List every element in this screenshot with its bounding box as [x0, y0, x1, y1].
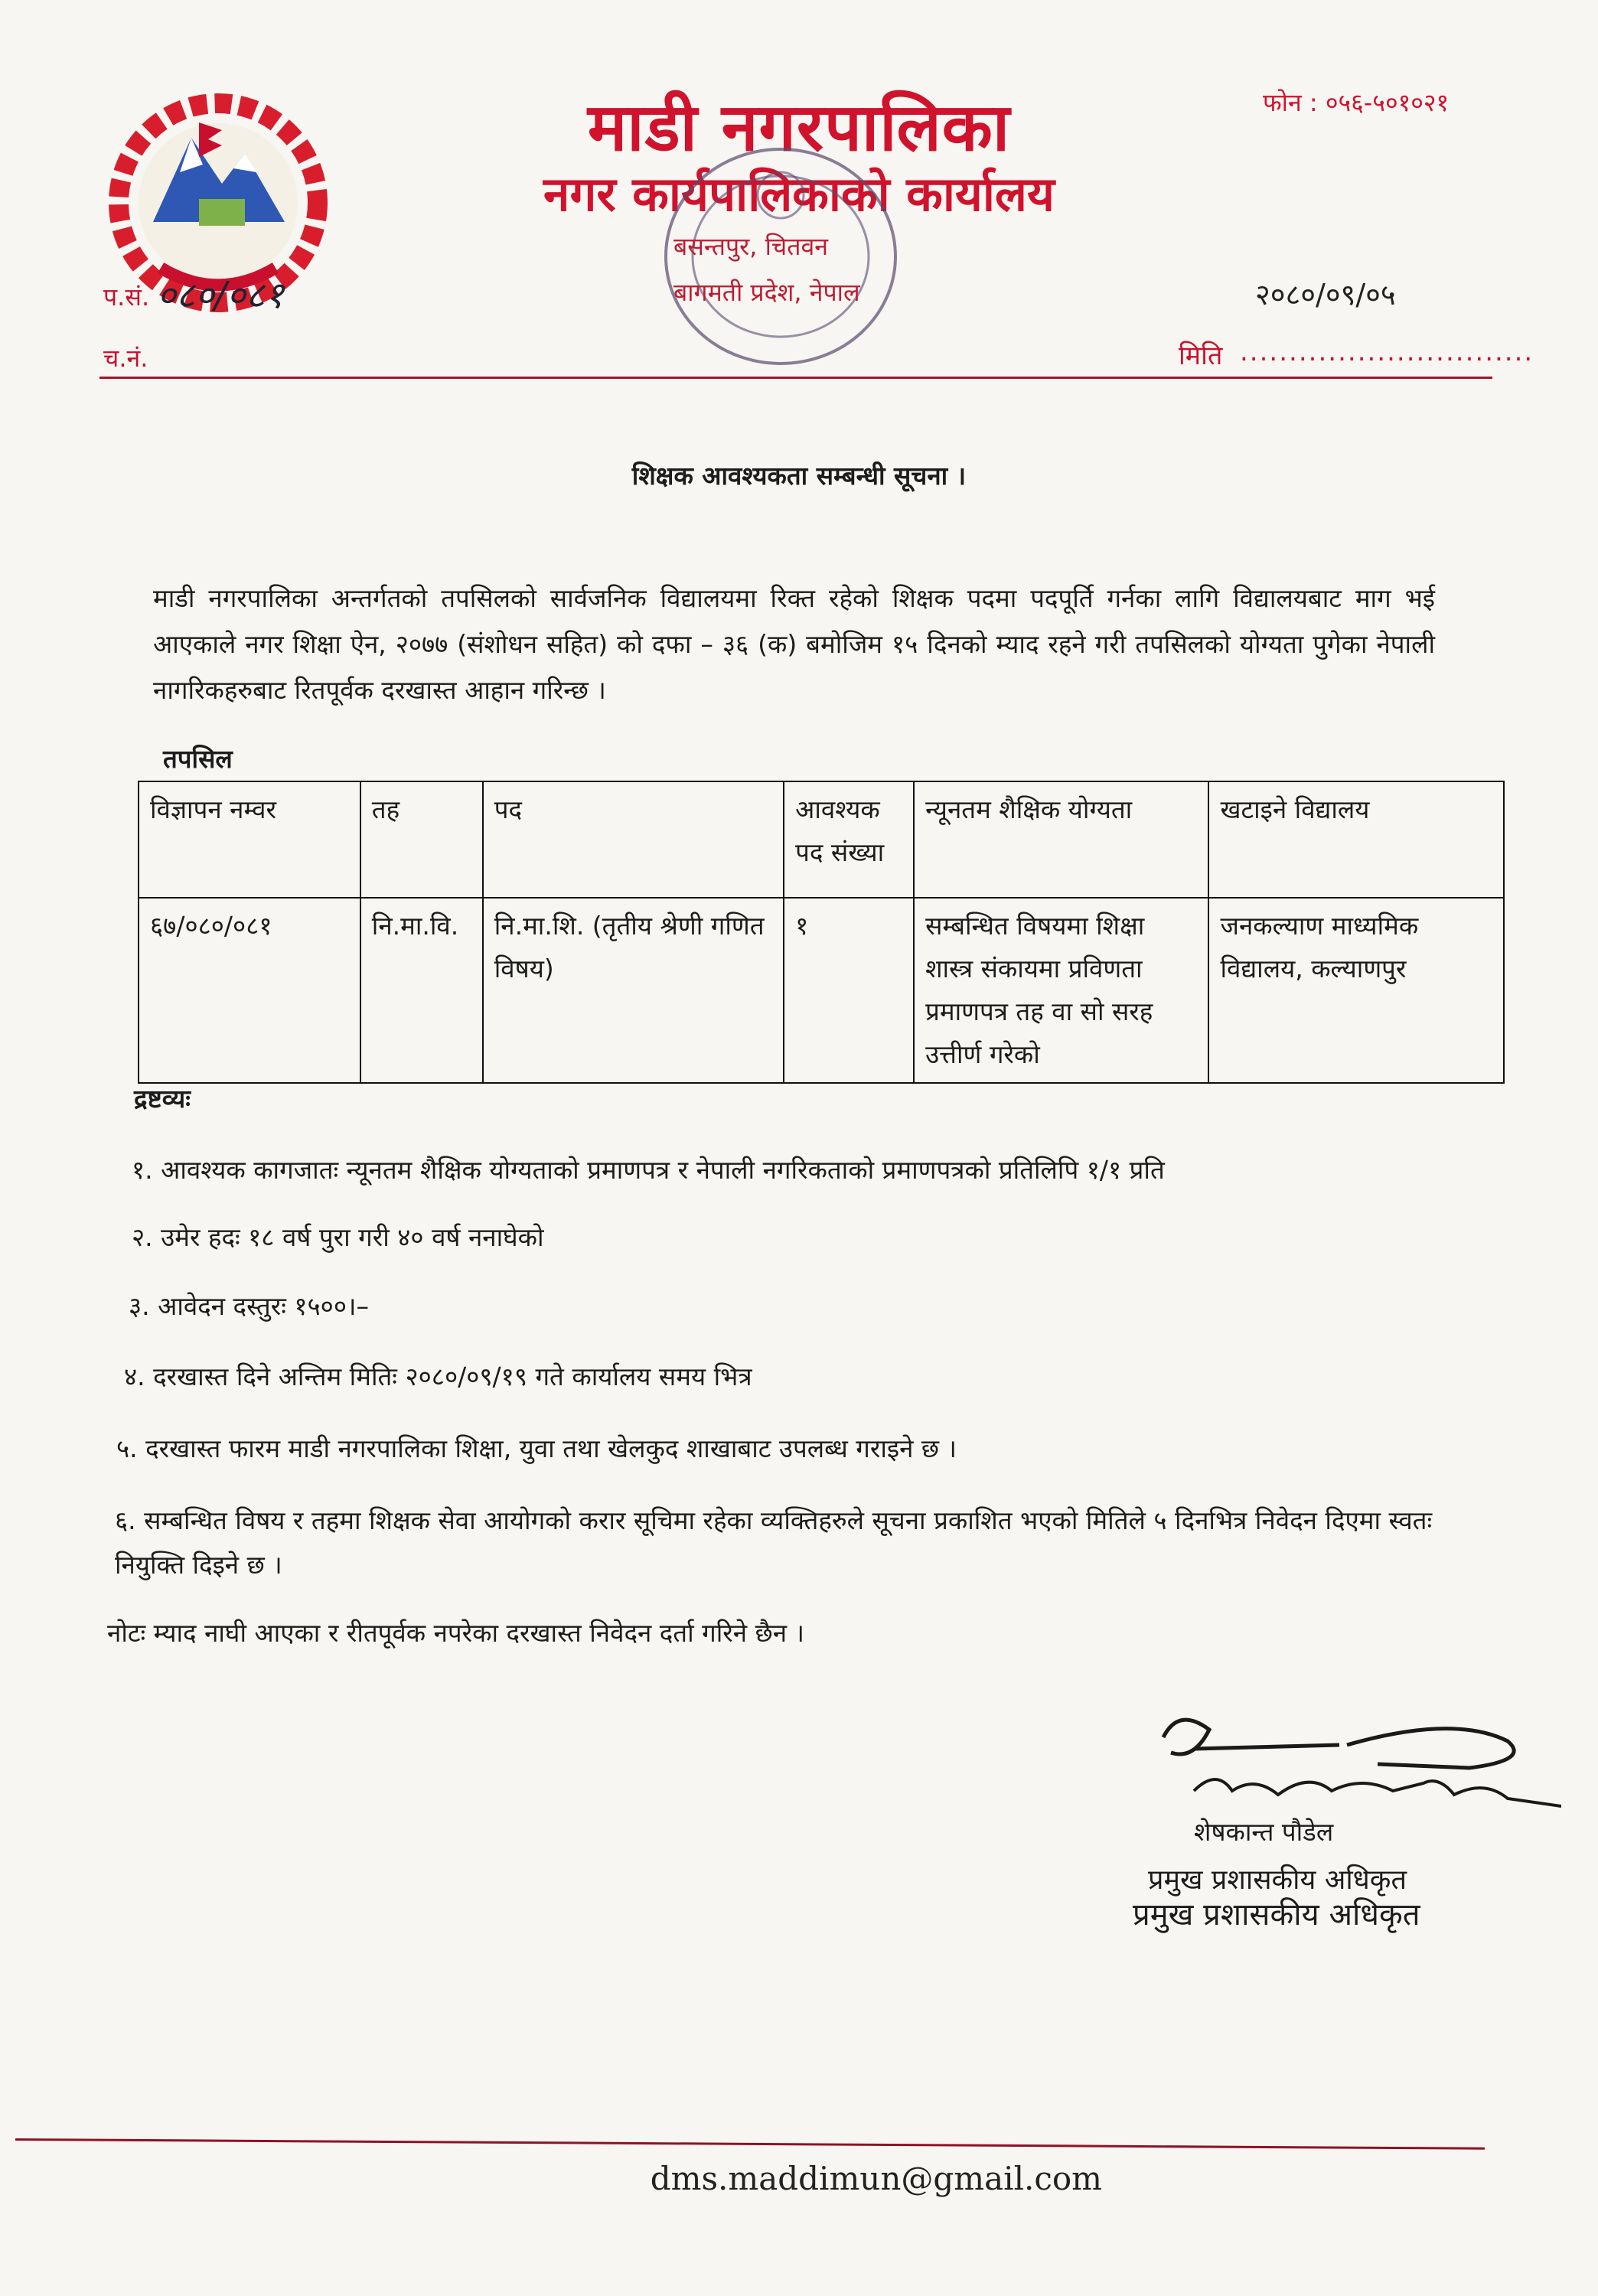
final-note: नोटः म्याद नाघी आएका र रीतपूर्वक नपरेका दरखास्त निवेदन दर्ता गरिने छैन । [107, 1618, 805, 1648]
table-caption: तपसिल [163, 744, 233, 774]
table-header-cell: पद [483, 781, 784, 898]
table-cell: नि.मा.वि. [360, 898, 483, 1083]
notes-heading: द्रष्टव्यः [134, 1084, 191, 1114]
table-header-cell: न्यूनतम शैक्षिक योग्यता [914, 781, 1208, 898]
footer-email: dms.maddimun@gmail.com [650, 2160, 1102, 2197]
note-item: १. आवश्यक कागजातः न्यूनतम शैक्षिक योग्यताको प्रमाणपत्र र नेपाली नगरिकताको प्रमाणपत्रको प्रतिलिपि १/१ प्रति [132, 1155, 1165, 1185]
letter-date: २०८०/०९/०५ [1255, 278, 1396, 311]
notice-subject: शिक्षक आवश्यकता सम्बन्धी सूचना । [631, 461, 967, 491]
phone-number: फोन : ०५६-५०१०२१ [1263, 88, 1450, 117]
table-cell: ६७/०८०/०८१ [139, 898, 360, 1083]
date-label: मिति [1179, 341, 1223, 371]
signature-icon [1148, 1707, 1561, 1829]
note-item: ४. दरखास्त दिने अन्तिम मितिः २०८०/०९/१९ गते कार्यालय समय भित्र [124, 1362, 752, 1391]
footer-divider [15, 2138, 1485, 2150]
org-office: नगर कार्यपालिकाको कार्यालय [543, 166, 1055, 222]
reference-number: ०८०/०८१ [157, 274, 284, 317]
org-name: माडी नगरपालिका [587, 90, 1011, 166]
date-dotted-line: .............................. [1240, 337, 1534, 367]
table-header-cell: तह [360, 781, 483, 898]
reference-label: प.सं. [103, 282, 150, 311]
table-header-cell: आवश्यक पद संख्या [784, 781, 914, 898]
note-item: २. उमेर हदः १८ वर्ष पुरा गरी ४० वर्ष ननाघेको [132, 1222, 544, 1252]
vacancy-table [138, 781, 1505, 1084]
header-divider [99, 377, 1492, 379]
note-item: ५. दरखास्त फारम माडी नगरपालिका शिक्षा, युवा तथा खेलकुद शाखाबाट उपलब्ध गराइने छ । [116, 1433, 957, 1463]
note-item: ३. आवेदन दस्तुरः १५००।– [129, 1291, 370, 1321]
table-header-cell: खटाइने विद्यालय [1208, 781, 1504, 898]
signer-name: शेषकान्त पौडेल [1194, 1817, 1334, 1847]
table-cell: जनकल्याण माध्यमिक विद्यालय, कल्याणपुर [1208, 898, 1504, 1083]
stamp-address-line2: बागमती प्रदेश, नेपाल [673, 278, 860, 307]
table-row [139, 898, 1504, 1083]
note-item: ६. सम्बन्धित विषय र तहमा शिक्षक सेवा आयोगको करार सूचिमा रहेका व्यक्तिहरुले सूचना प्रकाशित भएको मितिले ५ दिनभित्र निवेदन दिएमा स्वतः नियुक्ति दिइने छ । [115, 1505, 1433, 1580]
signer-title-stamp: प्रमुख प्रशासकीय अधिकृत [1133, 1897, 1420, 1932]
table-cell: नि.मा.शि. (तृतीय श्रेणी गणित विषय) [483, 898, 784, 1083]
table-cell: १ [784, 898, 914, 1083]
table-cell: सम्बन्धित विषयमा शिक्षा शास्त्र संकायमा प्रविणता प्रमाणपत्र तह वा सो सरह उत्तीर्ण गरेको [914, 898, 1208, 1083]
table-header-cell: विज्ञापन नम्वर [139, 781, 360, 898]
dispatch-number-label: च.नं. [103, 344, 148, 373]
signer-title: प्रमुख प्रशासकीय अधिकृत [1148, 1864, 1407, 1896]
intro-paragraph: माडी नगरपालिका अन्तर्गतको तपसिलको सार्वजनिक विद्यालयमा रिक्त रहेको शिक्षक पदमा पदपूर्ति गर्नका लागि विद्यालयबाट माग भई आएकाले नगर शिक्षा ऐन, २०७७ (संशोधन सहित) को दफा – ३६ (क) बमोजिम १५ दिनको म्याद रहने गरी तपसिलको योग्यता पुगेका नेपाली नागरिकहरुबाट रितपूर्वक दरखास्त आहान गरिन्छ । [153, 583, 1435, 705]
stamp-address-line1: बसन्तपुर, चितवन [673, 232, 829, 261]
table-header-row [139, 781, 1504, 898]
